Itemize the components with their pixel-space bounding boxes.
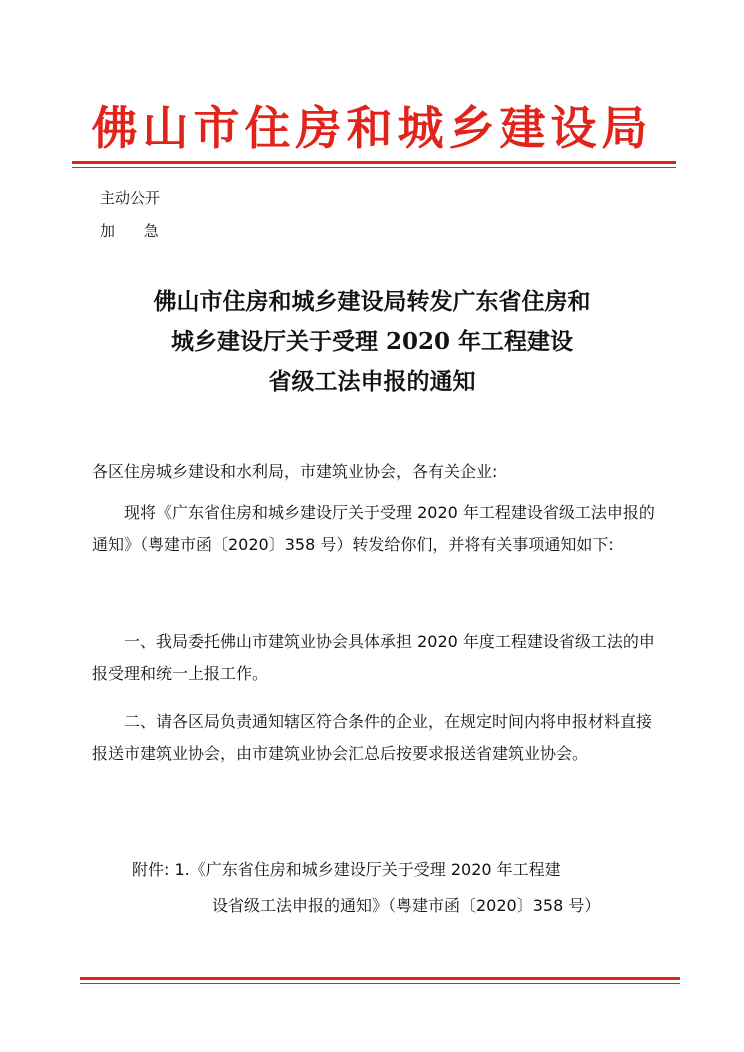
item-1-paragraph <box>92 626 658 690</box>
item-2-paragraph <box>92 706 658 770</box>
title-line-2: 城乡建设厅关于受理 2020 年工程建设 <box>170 328 574 355</box>
footer-rule-thin <box>80 983 680 984</box>
footer-rule-thick <box>80 977 680 980</box>
attachment-line-2: 设省级工法申报的通知》（粤建市函〔2020〕358 号） <box>212 896 601 915</box>
salutation <box>92 456 658 488</box>
urgency-label: 加 急 <box>100 222 171 240</box>
intro-paragraph-text: 现将《广东省住房和城乡建设厅关于受理 2020 年工程建设省级工法申报的通知》（粤建市函〔2020〕358 号）转发给你们，并将有关事项通知如下: <box>92 503 655 554</box>
item-2-text: 二、请各区局负责通知辖区符合条件的企业，在规定时间内将申报材料直接报送市建筑业协会，由市建筑业协会汇总后按要求报送省建筑业协会。 <box>92 712 653 763</box>
disclosure-label: 主动公开 <box>100 189 161 207</box>
attachment-line-1: 附件: 1.《广东省住房和城乡建设厅关于受理 2020 年工程建 <box>132 860 561 879</box>
attachment-block <box>132 852 662 924</box>
masthead-rule-thin <box>72 167 676 168</box>
intro-paragraph <box>92 497 658 561</box>
masthead-rule-thick <box>72 161 676 164</box>
salutation-text: 各区住房城乡建设和水利局，市建筑业协会，各有关企业: <box>92 462 498 481</box>
document-title <box>60 282 684 402</box>
masthead-org-name: 佛山市住房和城乡建设局 <box>91 101 653 155</box>
title-line-3: 省级工法申报的通知 <box>268 368 476 395</box>
title-line-1: 佛山市住房和城乡建设局转发广东省住房和 <box>153 288 591 315</box>
item-1-text: 一、我局委托佛山市建筑业协会具体承担 2020 年度工程建设省级工法的申报受理和统一上报工作。 <box>92 632 655 683</box>
